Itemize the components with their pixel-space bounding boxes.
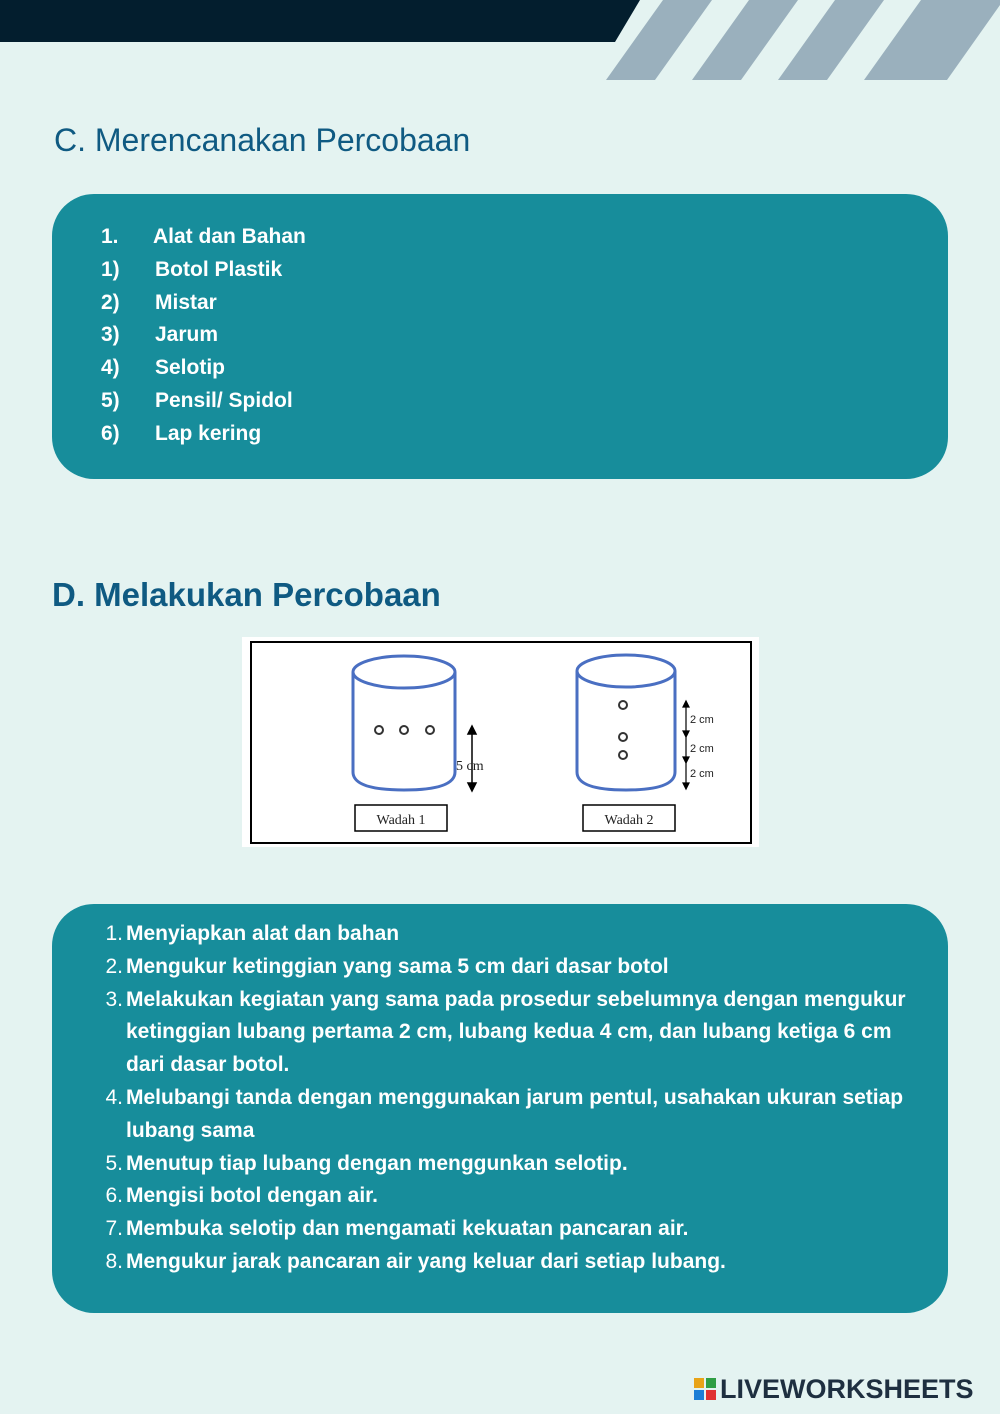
container-2-label: Wadah 2 bbox=[604, 813, 654, 828]
step-text: Melakukan kegiatan yang sama pada prosedur sebelumnya dengan mengukur ketinggian lubang pertama 2 cm, lubang kedua 4 cm, dan lubang ketiga 6 cm dari dasar botol. bbox=[126, 987, 906, 1077]
step-number: 1. bbox=[105, 922, 123, 945]
list-item bbox=[98, 1213, 918, 1246]
materials-heading bbox=[101, 221, 306, 254]
container-2-measure: 2 cm bbox=[690, 768, 714, 780]
experiment-diagram bbox=[242, 637, 759, 847]
list-item bbox=[98, 1148, 918, 1181]
step-text: Melubangi tanda dengan menggunakan jarum pentul, usahakan ukuran setiap lubang sama bbox=[126, 1085, 904, 1142]
materials-heading-label: Alat dan Bahan bbox=[153, 225, 306, 248]
list-item bbox=[98, 1082, 918, 1148]
step-number: 2. bbox=[105, 954, 123, 978]
list-item-number: 2) bbox=[101, 290, 120, 314]
list-item-label: Botol Plastik bbox=[155, 257, 283, 281]
step-number: 6. bbox=[105, 1184, 123, 1208]
list-item bbox=[98, 1180, 918, 1213]
step-number: 8. bbox=[105, 1249, 123, 1273]
step-text: Menyiapkan alat dan bahan bbox=[126, 922, 400, 945]
list-item bbox=[101, 418, 306, 451]
liveworksheets-logo-icon bbox=[694, 1378, 716, 1400]
step-number: 4. bbox=[105, 1085, 123, 1109]
materials-card bbox=[52, 194, 948, 479]
list-item-label: Jarum bbox=[155, 323, 219, 347]
list-item-label: Mistar bbox=[155, 290, 217, 314]
list-item bbox=[98, 984, 918, 1082]
step-text: Mengukur ketinggian yang sama 5 cm dari dasar botol bbox=[126, 954, 669, 978]
materials-list bbox=[101, 221, 306, 451]
step-number: 5. bbox=[105, 1151, 123, 1175]
list-item bbox=[101, 254, 306, 287]
step-text: Membuka selotip dan mengamati kekuatan pancaran air. bbox=[126, 1217, 689, 1241]
list-item bbox=[98, 951, 918, 984]
container-2-measure: 2 cm bbox=[690, 743, 714, 755]
step-text: Mengisi botol dengan air. bbox=[126, 1184, 379, 1208]
materials-heading-number: 1. bbox=[101, 225, 119, 248]
procedure-list bbox=[98, 918, 918, 1279]
list-item-label: Selotip bbox=[155, 356, 226, 380]
list-item-number: 1) bbox=[101, 257, 120, 281]
container-1-measure: 5 cm bbox=[456, 759, 484, 774]
procedure-card bbox=[52, 904, 948, 1313]
list-item bbox=[98, 918, 918, 951]
list-item bbox=[101, 319, 306, 352]
liveworksheets-brand: LIVEWORKSHEETS bbox=[720, 1373, 974, 1404]
list-item-number: 3) bbox=[101, 323, 120, 347]
container-2-measure: 2 cm bbox=[690, 714, 714, 726]
step-number: 7. bbox=[105, 1217, 123, 1241]
liveworksheets-logo bbox=[694, 1372, 974, 1406]
list-item-label: Lap kering bbox=[155, 421, 262, 445]
section-c-title: C. Merencanakan Percobaan bbox=[54, 122, 471, 158]
list-item-label: Pensil/ Spidol bbox=[155, 388, 293, 412]
list-item-number: 4) bbox=[101, 356, 120, 380]
list-item bbox=[101, 385, 306, 418]
step-text: Menutup tiap lubang dengan menggunkan selotip. bbox=[126, 1151, 628, 1175]
list-item bbox=[98, 1246, 918, 1279]
top-decoration-bar bbox=[0, 0, 1000, 80]
step-number: 3. bbox=[105, 987, 123, 1011]
section-d-title: D. Melakukan Percobaan bbox=[52, 576, 441, 613]
list-item-number: 6) bbox=[101, 421, 120, 445]
list-item bbox=[101, 287, 306, 320]
list-item bbox=[101, 352, 306, 385]
container-1-label: Wadah 1 bbox=[376, 813, 426, 828]
step-text: Mengukur jarak pancaran air yang keluar dari setiap lubang. bbox=[126, 1249, 726, 1273]
list-item-number: 5) bbox=[101, 388, 120, 412]
